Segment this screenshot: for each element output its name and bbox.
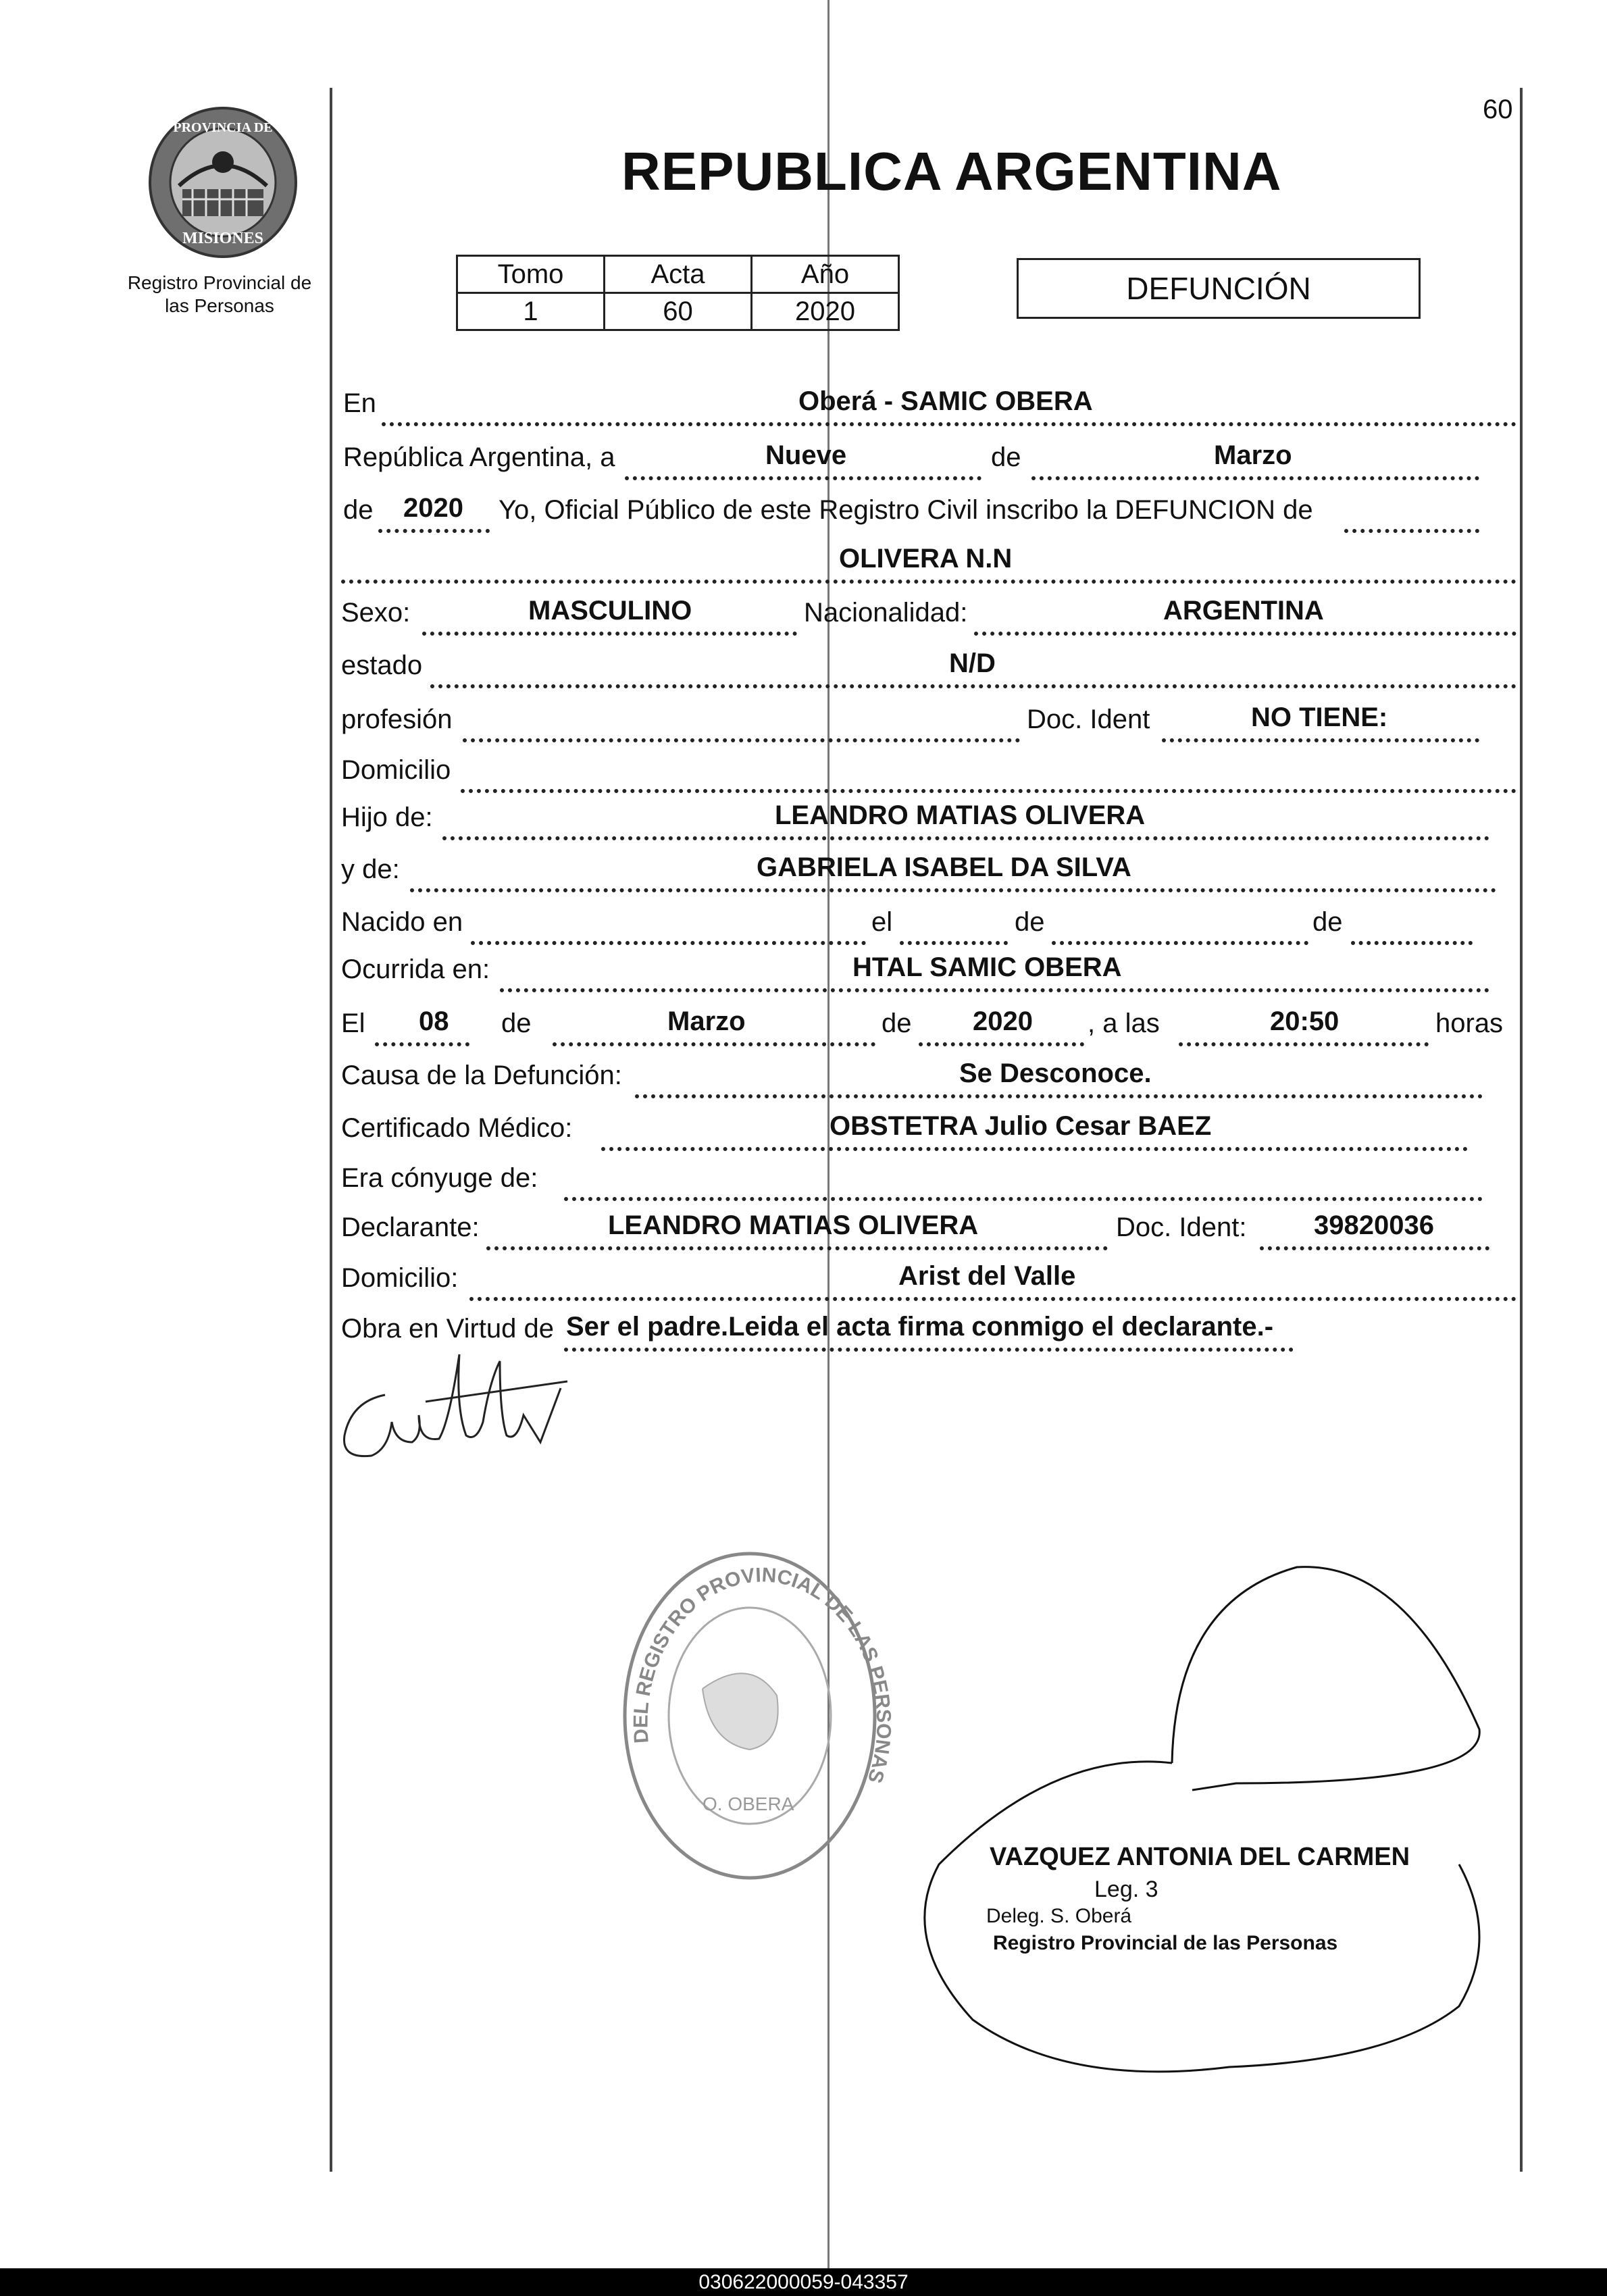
label-y-de: y de:	[341, 854, 400, 884]
table-value-tomo: 1	[457, 293, 605, 330]
label-el-nacido: el	[871, 907, 893, 937]
value-declarante-domicilio: Arist del Valle	[898, 1261, 1076, 1291]
fill-nacido-dia	[900, 914, 1008, 945]
label-republica: República Argentina, a	[343, 442, 615, 472]
label-nacido-en: Nacido en	[341, 907, 463, 937]
value-nombre: OLIVERA N.N	[839, 544, 1013, 573]
seal-bottom-text: MISIONES	[182, 230, 264, 247]
label-estado: estado	[341, 650, 423, 680]
value-padre: LEANDRO MATIAS OLIVERA	[775, 800, 1146, 830]
value-sexo: MASCULINO	[528, 596, 692, 626]
stamp-delegacion: Deleg. S. Oberá	[986, 1905, 1132, 1927]
label-de-nacido-mes: de	[1015, 907, 1045, 937]
value-ocurrida-en: HTAL SAMIC OBERA	[852, 952, 1122, 982]
label-declarante-doc: Doc. Ident:	[1116, 1213, 1247, 1242]
value-estado: N/D	[949, 648, 996, 678]
label-el: El	[341, 1009, 365, 1038]
value-declarante: LEANDRO MATIAS OLIVERA	[608, 1210, 979, 1240]
logo-caption-line2: las Personas	[165, 295, 274, 316]
document-title: REPUBLICA ARGENTINA	[621, 141, 1282, 201]
label-de-nacido-anio: de	[1312, 907, 1343, 937]
fill-nacido-en	[471, 914, 866, 945]
label-horas: horas	[1435, 1009, 1504, 1038]
label-declarante: Declarante:	[341, 1213, 480, 1242]
logo-caption	[108, 272, 331, 317]
registry-round-stamp	[608, 1520, 892, 1898]
fill-conyuge	[564, 1170, 1483, 1201]
value-fallecimiento-mes: Marzo	[667, 1006, 746, 1036]
stamp-round-text: DEL REGISTRO PROVINCIAL DE LAS PE NAS	[630, 1564, 892, 1786]
value-certificado: OBSTETRA Julio Cesar BAEZ	[830, 1111, 1212, 1141]
label-domicilio: Domicilio	[341, 755, 451, 785]
right-margin-line	[1520, 88, 1523, 2172]
table-header-anio: Año	[752, 256, 899, 293]
value-fallecimiento-hora: 20:50	[1270, 1006, 1340, 1036]
label-de-mes: de	[991, 442, 1021, 472]
table-header-tomo: Tomo	[457, 256, 605, 293]
value-mes: Marzo	[1214, 440, 1292, 470]
label-sexo: Sexo:	[341, 598, 411, 628]
table-value-anio: 2020	[752, 293, 899, 330]
label-de-fallecimiento-anio: de	[882, 1009, 912, 1038]
value-declarante-doc: 39820036	[1314, 1210, 1434, 1240]
page-number: 60	[1483, 95, 1513, 124]
value-anio: 2020	[403, 493, 463, 523]
label-doc-ident: Doc. Ident	[1027, 705, 1150, 734]
fill-nacido-anio	[1351, 914, 1473, 945]
left-margin-line	[330, 88, 332, 2172]
label-ocurrida-en: Ocurrida en:	[341, 954, 490, 984]
record-type-box: DEFUNCIÓN	[1017, 258, 1421, 319]
stamp-registry: Registro Provincial de las Personas	[993, 1932, 1338, 1954]
value-fallecimiento-anio: 2020	[973, 1006, 1033, 1036]
label-conyuge: Era cónyuge de:	[341, 1163, 538, 1193]
label-causa: Causa de la Defunción:	[341, 1061, 622, 1090]
stamp-legajo: Leg. 3	[1094, 1877, 1158, 1902]
stamp-official-name: VAZQUEZ ANTONIA DEL CARMEN	[990, 1843, 1410, 1871]
value-doc-ident: NO TIENE:	[1251, 703, 1388, 732]
table-value-acta: 60	[605, 293, 752, 330]
stamp-round-bottom: O. OBERA	[703, 1793, 794, 1814]
fill-domicilio	[461, 762, 1516, 793]
fill-profesion	[463, 711, 1020, 742]
fill-yo	[1344, 502, 1479, 533]
value-nacionalidad: ARGENTINA	[1163, 596, 1324, 626]
value-dia: Nueve	[765, 440, 847, 470]
svg-text:DEL REGISTRO PROVINCIAL DE LAS	[630, 1564, 892, 1785]
value-obra-en-virtud: Ser el padre.Leida el acta firma conmigo el declarante.-	[566, 1312, 1274, 1342]
table-header-acta: Acta	[605, 256, 752, 293]
label-a-las: , a las	[1088, 1009, 1160, 1038]
label-certificado: Certificado Médico:	[341, 1113, 573, 1143]
logo-caption-line1: Registro Provincial de	[127, 272, 312, 293]
fill-nacido-mes	[1052, 914, 1308, 945]
label-de-fallecimiento-mes: de	[501, 1009, 532, 1038]
value-madre: GABRIELA ISABEL DA SILVA	[757, 852, 1131, 882]
label-hijo-de: Hijo de:	[341, 802, 433, 832]
label-en: En	[343, 388, 376, 418]
footer-code: 030622000059-043357	[0, 2268, 1607, 2296]
label-profesion: profesión	[341, 705, 453, 734]
value-fallecimiento-dia: 08	[419, 1006, 449, 1036]
official-signature	[919, 1560, 1493, 2087]
label-nacionalidad: Nacionalidad:	[804, 598, 968, 628]
value-causa: Se Desconoce.	[959, 1058, 1152, 1088]
label-obra-en-virtud: Obra en Virtud de	[341, 1314, 555, 1344]
province-seal-logo	[142, 105, 304, 260]
record-table	[456, 255, 900, 331]
seal-top-text: PROVINCIA DE	[173, 120, 273, 135]
value-lugar: Oberá - SAMIC OBERA	[798, 386, 1093, 416]
label-de-anio: de	[343, 495, 374, 525]
label-yo: Yo, Oficial Público de este Registro Civil inscribo la DEFUNCION de	[499, 495, 1313, 525]
declarant-signature	[338, 1341, 581, 1476]
label-declarante-domicilio: Domicilio:	[341, 1263, 459, 1293]
